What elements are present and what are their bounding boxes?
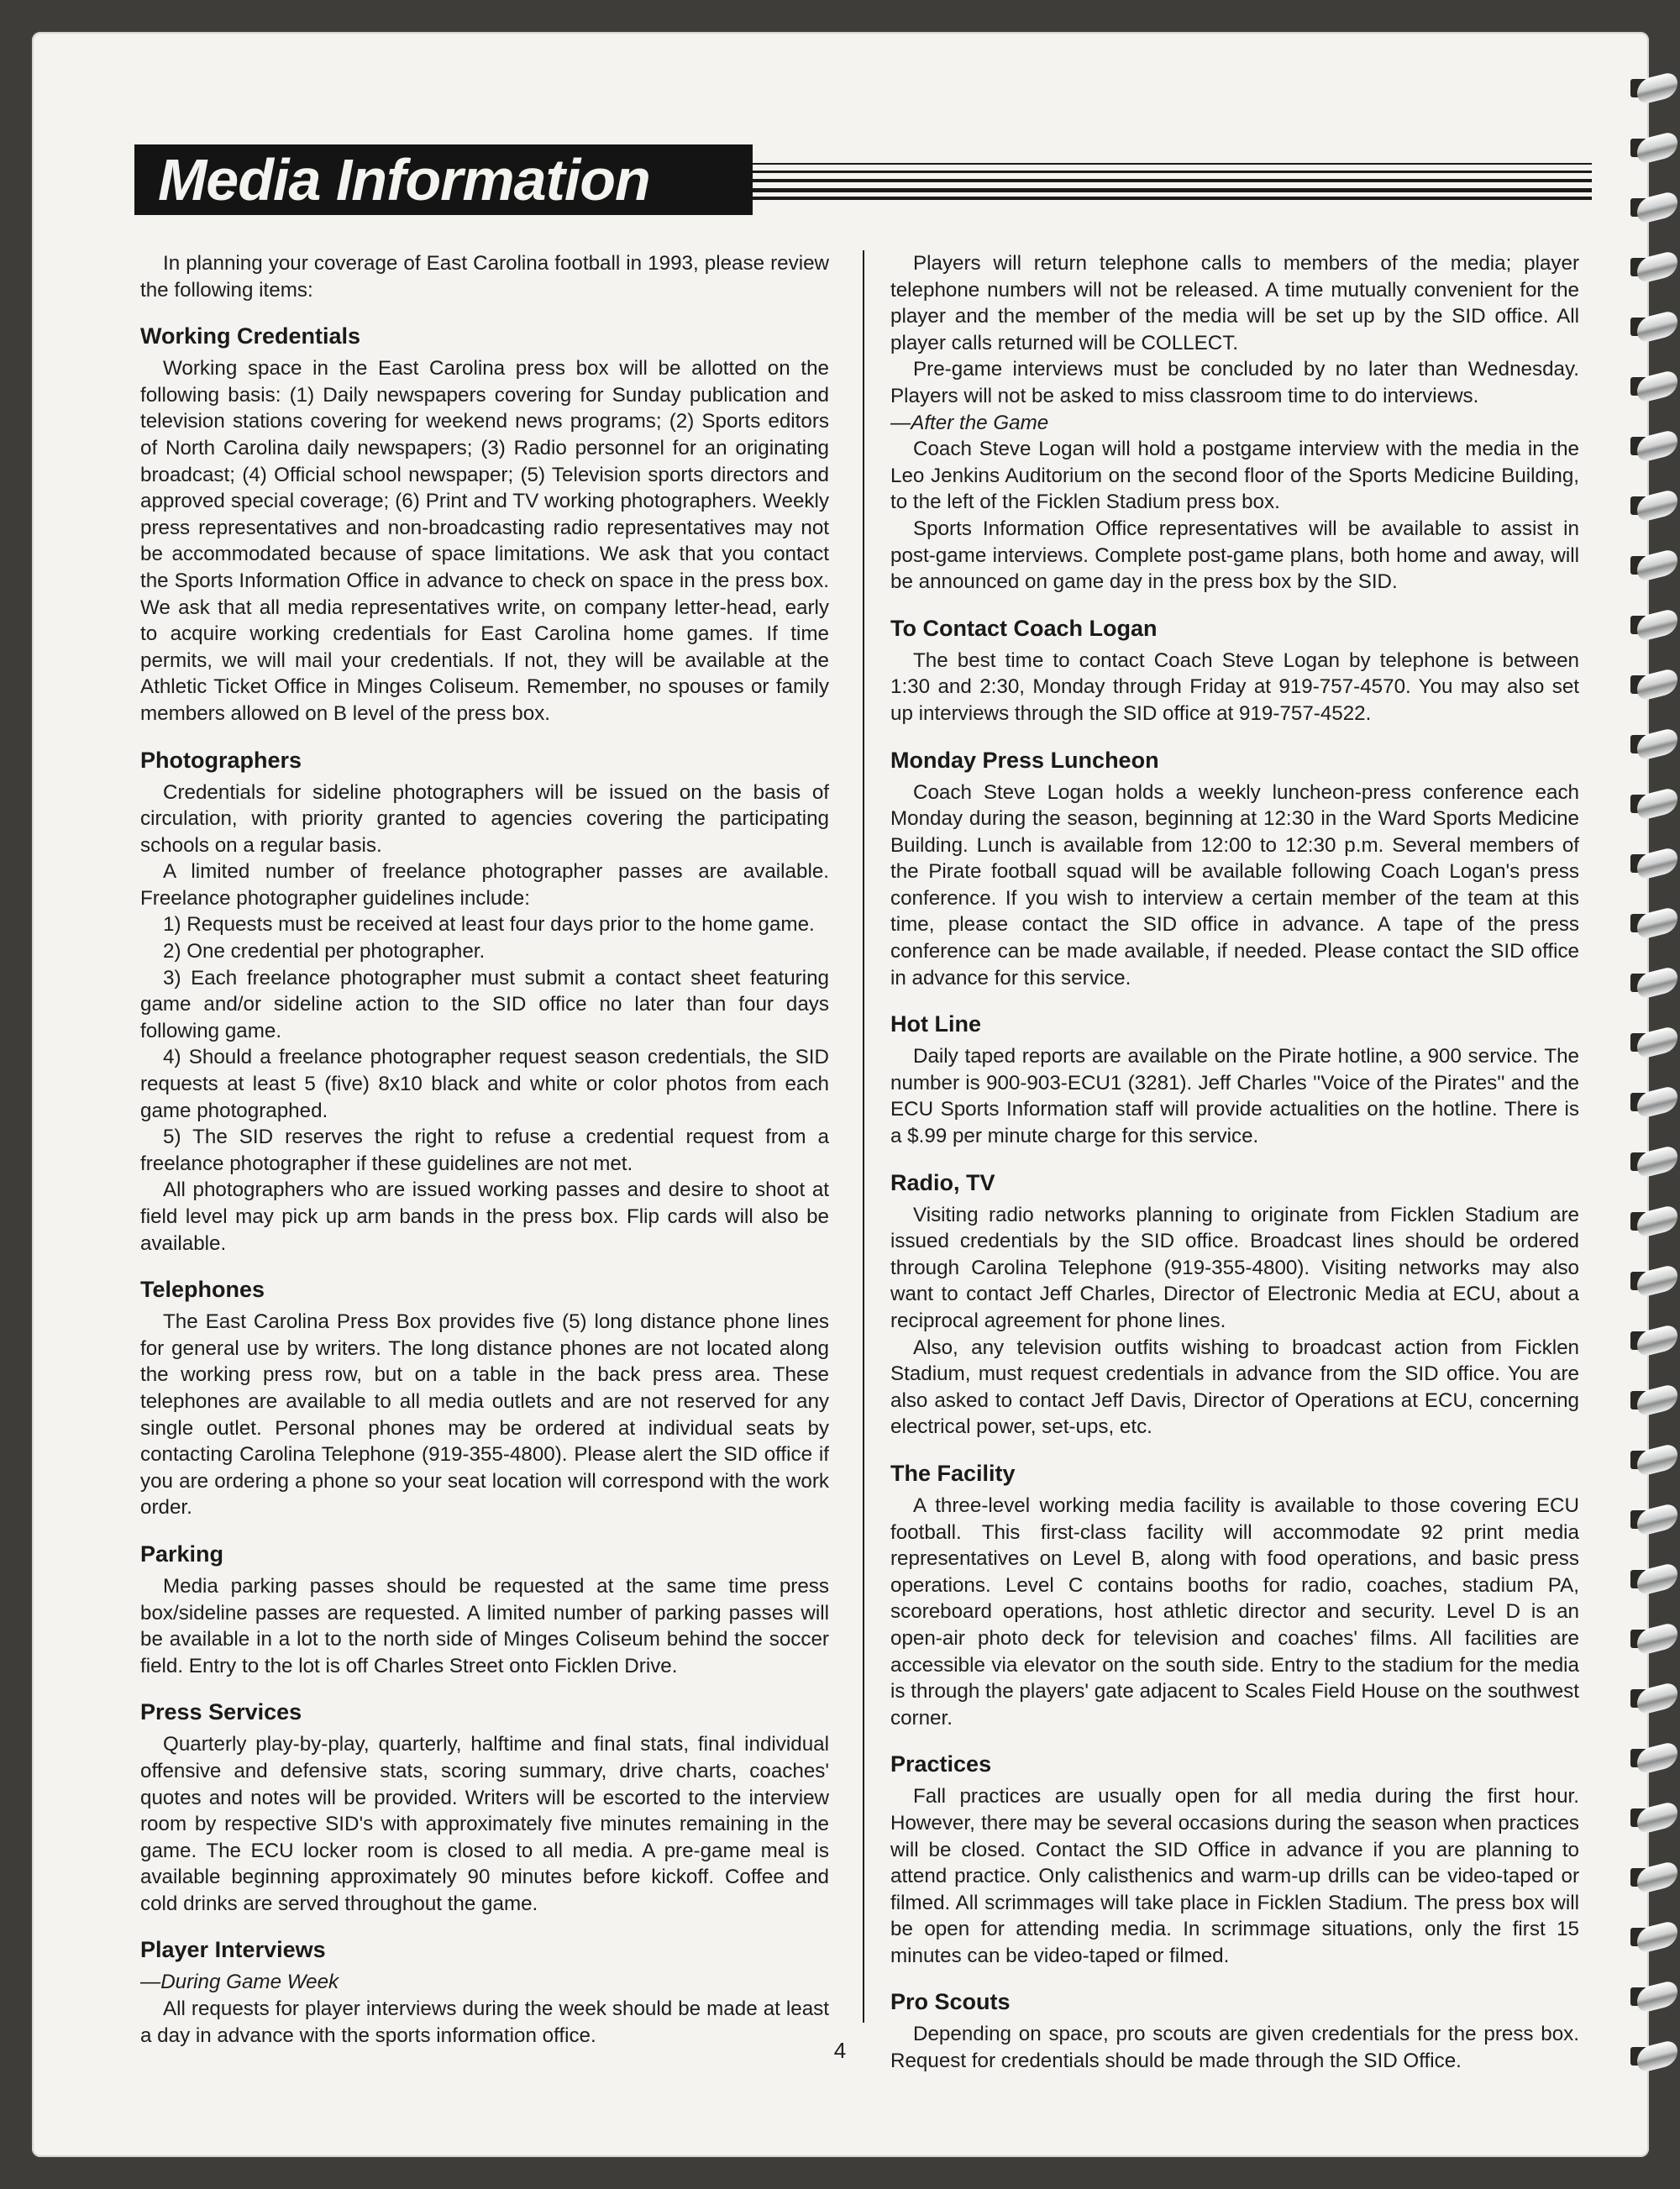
binding-coil <box>1625 1803 1676 1834</box>
binding-coil <box>1625 969 1676 999</box>
binding-coil <box>1625 1684 1676 1714</box>
binding-coil <box>1625 611 1676 641</box>
hot-line-text: Daily taped reports are available on the Pirate hotline, a 900 service. The number is 900-903-ECU1 (3281). Jeff Charles ''Voice of the Pirates'' and the ECU Sports Information staff will provide actualities on the hotline. There is a $.99 per minute charge for this service. <box>890 1045 1579 1148</box>
binding-coil <box>1625 1446 1676 1476</box>
player-calls-text: Players will return telephone calls to members of the media; player telephone numbers will not be released. A time mutually convenient for the player and the member of the media will be set up by the SID office. All player calls returned will be COLLECT. <box>890 252 1579 354</box>
binding-coil <box>1625 1505 1676 1535</box>
binding-coil <box>1625 1326 1676 1357</box>
working-credentials-text: Working space in the East Carolina press box will be allotted on the following basis: (1) Daily newspapers covering for Sunday publication and television stations covering for weekend news programs; (2) Sports editors of North Carolina daily newspapers; (3) Radio personnel for an originating broadcast; (4) Official school newspaper; (5) Television sports directors and approved special coverage; (6) Print and TV working photographers. Weekly press representatives and non-broadcasting radio representatives may not be accommodated because of space limitations. We ask that you contact the Sports Information Office in advance to check on space in the press box. We ask that all media representatives write, on company letter-head, early to acquire working credentials for East Carolina home games. If time permits, we will mail your credentials. If not, they will be available at the Athletic Ticket Office in Minges Coliseum. Remember, no spouses or family members allowed on B level of the press box. <box>140 357 829 725</box>
facility-text: A three-level working media facility is available to those covering ECU football. This first-class facility will accommodate 92 print media representatives on Level B, along with food operations, and basic press operations. Level C contains booths for radio, coaches, stadium PA, scoreboard operations, host athletic director and security. Level D is an open-air photo deck for television and coaches' films. All facilities are accessible via elevator on the south side. Entry to the stadium for the media is through the players' gate adjacent to Scales Field House on the southwest corner. <box>890 1493 1579 1730</box>
player-interviews-text: All requests for player interviews during the week should be made at least a day in advance with the sports information office. <box>140 1997 829 2047</box>
binding-coil <box>1625 1744 1676 1774</box>
page-header <box>134 144 1592 215</box>
binding-coil <box>1625 790 1676 820</box>
postgame-interview-text: Coach Steve Logan will hold a postgame interview with the media in the Leo Jenkins Auditorium on the second floor of the Sports Medicine Building, to the left of the Ficklen Stadium press box. <box>890 438 1579 514</box>
parking-text: Media parking passes should be requested at the same time press box/sideline passes are requested. A limited number of parking passes will be available in a lot to the north side of Minges Coliseum behind the soccer field. Entry to the lot is off Charles Street onto Ficklen Drive. <box>140 1574 829 1677</box>
right-column <box>890 250 1579 2075</box>
binding-coil <box>1625 551 1676 581</box>
subheading-during-game-week: —During Game Week <box>140 1971 339 1994</box>
heading-working-credentials: Working Credentials <box>140 323 361 349</box>
binding-coil <box>1625 1625 1676 1655</box>
binding-coil <box>1625 730 1676 760</box>
binding-coil <box>1625 253 1676 283</box>
heading-hot-line: Hot Line <box>890 1011 981 1037</box>
heading-practices: Practices <box>890 1751 992 1777</box>
contact-coach-logan-text: The best time to contact Coach Steve Logan by telephone is between 1:30 and 2:30, Monday through Friday at 919-757-4570. You may also set up interviews through the SID office at 919-757-4522. <box>890 648 1579 725</box>
binding-coil <box>1625 193 1676 223</box>
binding-coil <box>1625 372 1676 402</box>
binding-coil <box>1625 1982 1676 2013</box>
heading-pro-scouts: Pro Scouts <box>890 1989 1011 2015</box>
radio-tv-text-2: Also, any television outfits wishing to broadcast action from Ficklen Stadium, must request credentials in advance from the SID office. You are also asked to contact Jeff Davis, Director of Operations at ECU, concerning electrical power, set-ups, etc. <box>890 1336 1579 1439</box>
radio-tv-text-1: Visiting radio networks planning to originate from Ficklen Stadium are issued credentials by the SID office. Broadcast lines should be ordered through Carolina Telephone (919-355-4800). Visiting networks may also want to contact Jeff Charles, Director of Electronic Media at ECU, about a reciprocal agreement for phone lines. <box>890 1203 1579 1332</box>
guideline-item: 1) Requests must be received at least four days prior to the home game. <box>163 913 815 937</box>
page-number: 4 <box>833 2038 847 2063</box>
binding-coil <box>1625 1923 1676 1953</box>
heading-radio-tv: Radio, TV <box>890 1169 995 1195</box>
pro-scouts-text: Depending on space, pro scouts are given credentials for the press box. Request for credentials should be made through the SID Office. <box>890 2023 1579 2073</box>
heading-parking: Parking <box>140 1541 224 1567</box>
practices-text: Fall practices are usually open for all media during the first hour. However, there may be several occasions during the season when practices will be closed. Contact the SID Office in advance if you are planning to attend practice. Only calisthenics and warm-up drills can be video-taped or filmed. All scrimmages will take place in Ficklen Stadium. The press box will be open for attending media. In scrimmage situations, only the first 15 minutes can be video-taped or filmed. <box>890 1785 1579 1967</box>
postgame-plans-text: Sports Information Office representatives will be available to assist in post-game interviews. Complete post-game plans, both home and away, will be announced on game day in the press box by the SID. <box>890 517 1579 594</box>
column-divider <box>863 250 864 2023</box>
heading-player-interviews: Player Interviews <box>140 1937 326 1963</box>
photographers-text-3: All photographers who are issued working passes and desire to shoot at field level may pick up arm bands in the press box. Flip cards will also be available. <box>140 1178 829 1255</box>
binding-coil <box>1625 1565 1676 1595</box>
photographers-text-2: A limited number of freelance photographer passes are available. Freelance photographer guidelines include: <box>140 860 829 910</box>
subheading-after-the-game: —After the Game <box>890 411 1049 434</box>
heading-photographers: Photographers <box>140 747 302 773</box>
telephones-text: The East Carolina Press Box provides five (5) long distance phone lines for general use by writers. The long distance phones are not located along the working press row, but on a table in the back press area. These telephones are available to all media outlets and are not reserved for any single outlet. Personal phones may be ordered at individual seats by contacting Carolina Telephone (919-355-4800). Please alert the SID office if you are ordering a phone so your seat location will correspond with the work order. <box>140 1310 829 1520</box>
monday-press-luncheon-text: Coach Steve Logan holds a weekly luncheon-press conference each Monday during the season, beginning at 12:30 in the Ward Sports Medicine Building. Lunch is available from 12:00 to 12:30 p.m. Several members of the Pirate football squad will be available following Coach Logan's press conference. If you wish to interview a certain member of the team at this time, please contact the SID office in advance. A tape of the press conference can be made available, if needed. Please contact the SID office in advance for this service. <box>890 780 1579 990</box>
heading-telephones: Telephones <box>140 1277 265 1303</box>
title-banner <box>134 144 753 215</box>
guideline-item: 3) Each freelance photographer must submit a contact sheet featuring game and/or sideline action to the SID office no later than four days following game. <box>140 966 829 1042</box>
intro-text: In planning your coverage of East Carolina football in 1993, please review the following items: <box>140 252 829 302</box>
binding-coil <box>1625 1028 1676 1058</box>
binding-coil <box>1625 1088 1676 1118</box>
binding-coil <box>1625 849 1676 879</box>
header-rules <box>753 163 1592 200</box>
binding-coil <box>1625 491 1676 522</box>
photographers-text-1: Credentials for sideline photographers will be issued on the basis of circulation, with priority granted to agencies covering the participating schools on a regular basis. <box>140 780 829 857</box>
guideline-item: 2) One credential per photographer. <box>163 940 486 963</box>
binding-coil <box>1625 432 1676 462</box>
spiral-binding <box>1625 74 1680 2132</box>
left-column <box>140 250 829 2049</box>
binding-coil <box>1625 1267 1676 1297</box>
heading-monday-press-luncheon: Monday Press Luncheon <box>890 747 1159 773</box>
guideline-item: 5) The SID reserves the right to refuse a credential request from a freelance photographer if these guidelines are not met. <box>140 1126 829 1175</box>
binding-coil <box>1625 909 1676 939</box>
press-services-text: Quarterly play-by-play, quarterly, halftime and final stats, final individual offensive and defensive stats, scoring summary, drive charts, coaches' quotes and notes will be provided. Writers will be escorted to the interview room by respective SID's with approximately five minutes remaining in the game. The ECU locker room is closed to all media. A pre-game meal is available beginning approximately 90 minutes before kickoff. Coffee and cold drinks are served throughout the game. <box>140 1733 829 1915</box>
heading-contact-coach-logan: To Contact Coach Logan <box>890 615 1158 641</box>
guideline-item: 4) Should a freelance photographer request season credentials, the SID requests at least 5 (five) 8x10 black and white or color photos from each game photographed. <box>140 1046 829 1122</box>
heading-press-services: Press Services <box>140 1699 302 1725</box>
heading-the-facility: The Facility <box>890 1460 1016 1486</box>
binding-coil <box>1625 134 1676 164</box>
binding-coil <box>1625 1147 1676 1178</box>
pregame-interviews-text: Pre-game interviews must be concluded by no later than Wednesday. Players will not be asked to miss classroom time to do interviews. <box>890 358 1579 407</box>
binding-coil <box>1625 1207 1676 1237</box>
binding-coil <box>1625 74 1676 104</box>
binding-coil <box>1625 1386 1676 1416</box>
binding-coil <box>1625 670 1676 701</box>
binding-coil <box>1625 1863 1676 1893</box>
page-title: Media Information <box>158 147 650 213</box>
binding-coil <box>1625 312 1676 343</box>
